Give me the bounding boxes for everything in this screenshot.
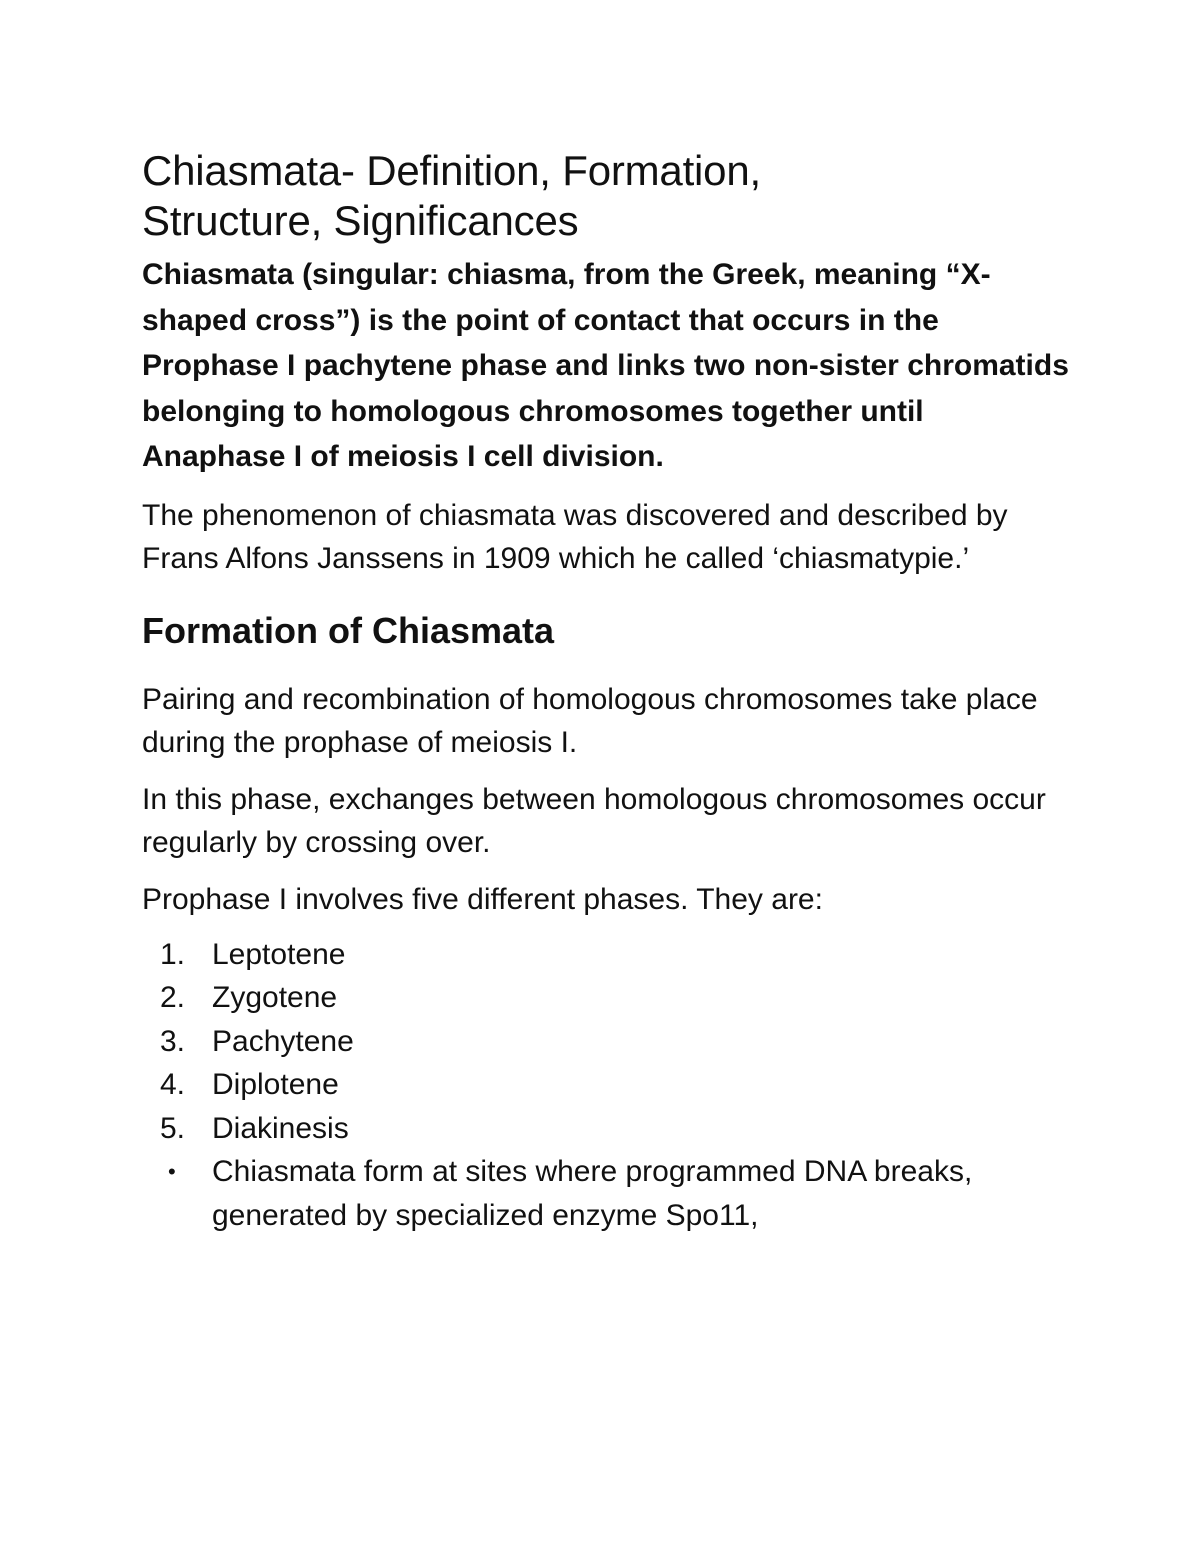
list-number: 5. xyxy=(160,1111,186,1145)
list-number: 1. xyxy=(160,937,186,971)
list-number: 2. xyxy=(160,981,186,1014)
list-item xyxy=(142,976,1072,1020)
document-page xyxy=(142,146,1072,1237)
list-item-label: Zygotene xyxy=(212,981,338,1014)
list-item-label: Diplotene xyxy=(212,1068,339,1101)
section-heading-formation: Formation of Chiasmata xyxy=(142,609,555,651)
discovery-paragraph: The phenomenon of chiasmata was discovered and described by Frans Alfons Janssens in 1909 which he called ‘chiasmatypie.’ xyxy=(142,498,1008,575)
bullet-list-item xyxy=(142,1150,1072,1237)
list-item xyxy=(142,933,1072,977)
list-number: 4. xyxy=(160,1068,186,1101)
title-line-2: Structure, Significances xyxy=(142,197,579,244)
title-line-1: Chiasmata- Definition, Formation, xyxy=(142,147,761,194)
list-item-label: Diakinesis xyxy=(212,1111,349,1145)
list-number: 3. xyxy=(160,1024,186,1058)
list-item xyxy=(142,1020,1072,1064)
pairing-paragraph: Pairing and recombination of homologous chromosomes take place during the prophase of meiosis I. xyxy=(142,682,1038,759)
list-item xyxy=(142,1107,1072,1151)
exchanges-paragraph: In this phase, exchanges between homologous chromosomes occur regularly by crossing over. xyxy=(142,782,1046,859)
document-title xyxy=(142,146,1072,246)
bullet-item-text: Chiasmata form at sites where programmed DNA breaks, generated by specialized enzyme Spo11, xyxy=(212,1155,973,1232)
prophase-phases-list xyxy=(142,933,1072,1238)
list-item-label: Leptotene xyxy=(212,937,346,971)
phases-intro-paragraph: Prophase I involves five different phases. They are: xyxy=(142,882,823,916)
list-item xyxy=(142,1063,1072,1107)
lead-definition: Chiasmata (singular: chiasma, from the Greek, meaning “X-shaped cross”) is the point of contact that occurs in the Prophase I pachytene phase and links two non-sister chromatids belonging to homologous chromosomes together until Anaphase I of meiosis I cell division. xyxy=(142,258,1069,473)
list-item-label: Pachytene xyxy=(212,1024,354,1058)
bullet-icon: • xyxy=(168,1159,176,1184)
